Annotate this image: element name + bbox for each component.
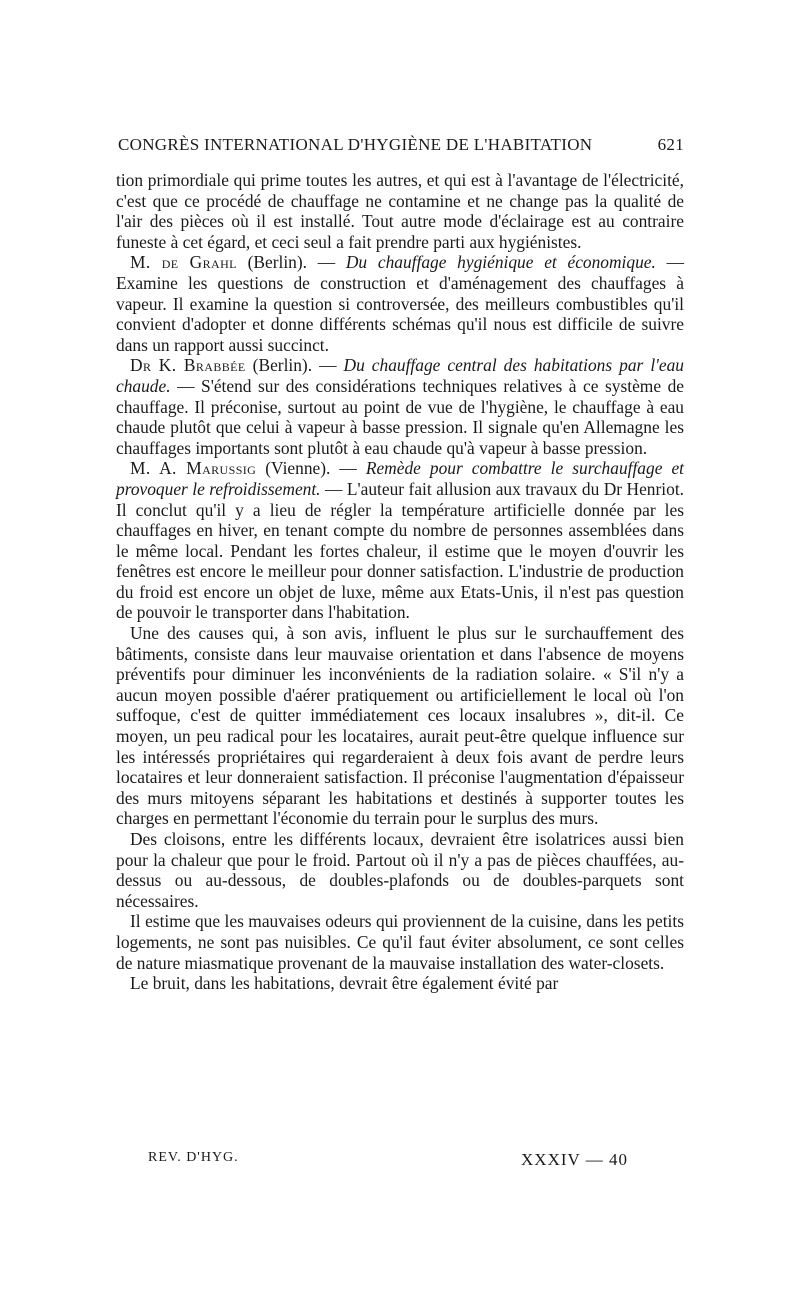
paragraph-cloisons: Des cloisons, entre les différents locaux, devraient être isolatrices aussi bien pour la chaleur que pour le froid. Partout où il n'y a pas de pièces chauffées, au-dessus ou au-dessous, de doubles-plafonds ou de doubles-parquets sont nécessaires.: [116, 829, 684, 911]
paragraph-odeurs: Il estime que les mauvaises odeurs qui proviennent de la cuisine, dans les petits logements, ne sont pas nuisibles. Ce qu'il faut éviter absolument, ce sont celles de nature miasmatique provenant de la mauvaise installation des water-closets.: [116, 911, 684, 973]
author-place: (Vienne). —: [256, 458, 366, 479]
running-header: [118, 135, 684, 155]
page-number: 621: [657, 135, 684, 154]
journal-abbreviation: REV. D'HYG.: [148, 1150, 239, 1165]
paper-title: Du chauffage hygiénique et économique.: [345, 252, 656, 273]
paragraph-marussig: [116, 458, 684, 623]
author-name: M. de Grahl: [130, 252, 237, 273]
page-footer: [148, 1150, 628, 1170]
paragraph-grahl: [116, 252, 684, 355]
body-text: [116, 170, 684, 994]
author-place: (Berlin). —: [245, 355, 344, 376]
paper-summary: — L'auteur fait allusion aux travaux du Dr Henriot. Il conclut qu'il y a lieu de régler la température artificielle donnée par les chauffages en hiver, en tenant compte du nombre de personnes assemblées dans le même local. Pendant les fortes chaleur, il estime que le moyen d'ouvrir les fenêtres est encore le meilleur pour donner satisfaction. L'industrie de production du froid est encore un objet de luxe, même aux Etats-Unis, il n'est pas question de pouvoir le transporter dans l'habitation.: [116, 478, 685, 623]
paragraph-continuation: tion primordiale qui prime toutes les autres, et qui est à l'avantage de l'électricité, c'est que ce procédé de chauffage ne contamine et ne change pas la qualité de l'air des pièces où il est installé. Tout autre mode d'éclairage est au contraire funeste à cet égard, et ceci seul a fait prendre parti aux hygiénistes.: [116, 170, 684, 252]
author-name: Dr K. Brabbée: [130, 355, 246, 376]
paper-title: Du chauffage central des habitations par l'eau chaude.: [116, 355, 684, 396]
paragraph-surchauffement: Une des causes qui, à son avis, influent le plus sur le surchauffement des bâtiments, consiste dans leur mauvaise orientation et dans l'absence de moyens préventifs pour diminuer les inconvénients de la radiation solaire. « S'il n'y a aucun moyen possible d'aérer pratiquement ou artificiellement le local où l'on suffoque, c'est de quitter immédiatement ces locaux insalubres », dit-il. Ce moyen, un peu radical pour les locataires, aurait peut-être quelque influence sur les intéressés propriétaires qui regarderaient à deux fois avant de perdre leurs locataires et leur donneraient satisfaction. Il préconise l'augmentation d'épaisseur des murs mitoyens séparant les habitations et destinés à supporter toutes les charges en permettant l'économie du terrain pour le surplus des murs.: [116, 623, 684, 829]
paragraph-brabbee: [116, 355, 684, 458]
paper-title: Remède pour combattre le surchauffage et provoquer le refroidissement.: [116, 458, 684, 499]
paper-summary: — Examine les questions de construction et d'aménagement des chauffages à vapeur. Il examine la question si controversée, des meilleurs combustibles qu'il convient d'adopter et donne différents schémas qu'il nous est difficile de suivre dans un rapport aussi succinct.: [116, 252, 684, 355]
paragraph-bruit: Le bruit, dans les habitations, devrait être également évité par: [130, 973, 559, 994]
signature-mark: XXXIV — 40: [521, 1150, 628, 1169]
author-place: (Berlin). —: [236, 252, 346, 273]
running-title: CONGRÈS INTERNATIONAL D'HYGIÈNE DE L'HABITATION: [118, 135, 593, 154]
author-name: M. A. Marussig: [130, 458, 257, 479]
paper-summary: — S'étend sur des considérations techniques relatives à ce système de chauffage. Il préconise, surtout au point de vue de l'hygiène, le chauffage à eau chaude plutôt que celui à vapeur à basse pression. Il signale qu'en Allemagne les chauffages importants sont plutôt à eau chaude qu'à vapeur à basse pression.: [116, 375, 684, 458]
